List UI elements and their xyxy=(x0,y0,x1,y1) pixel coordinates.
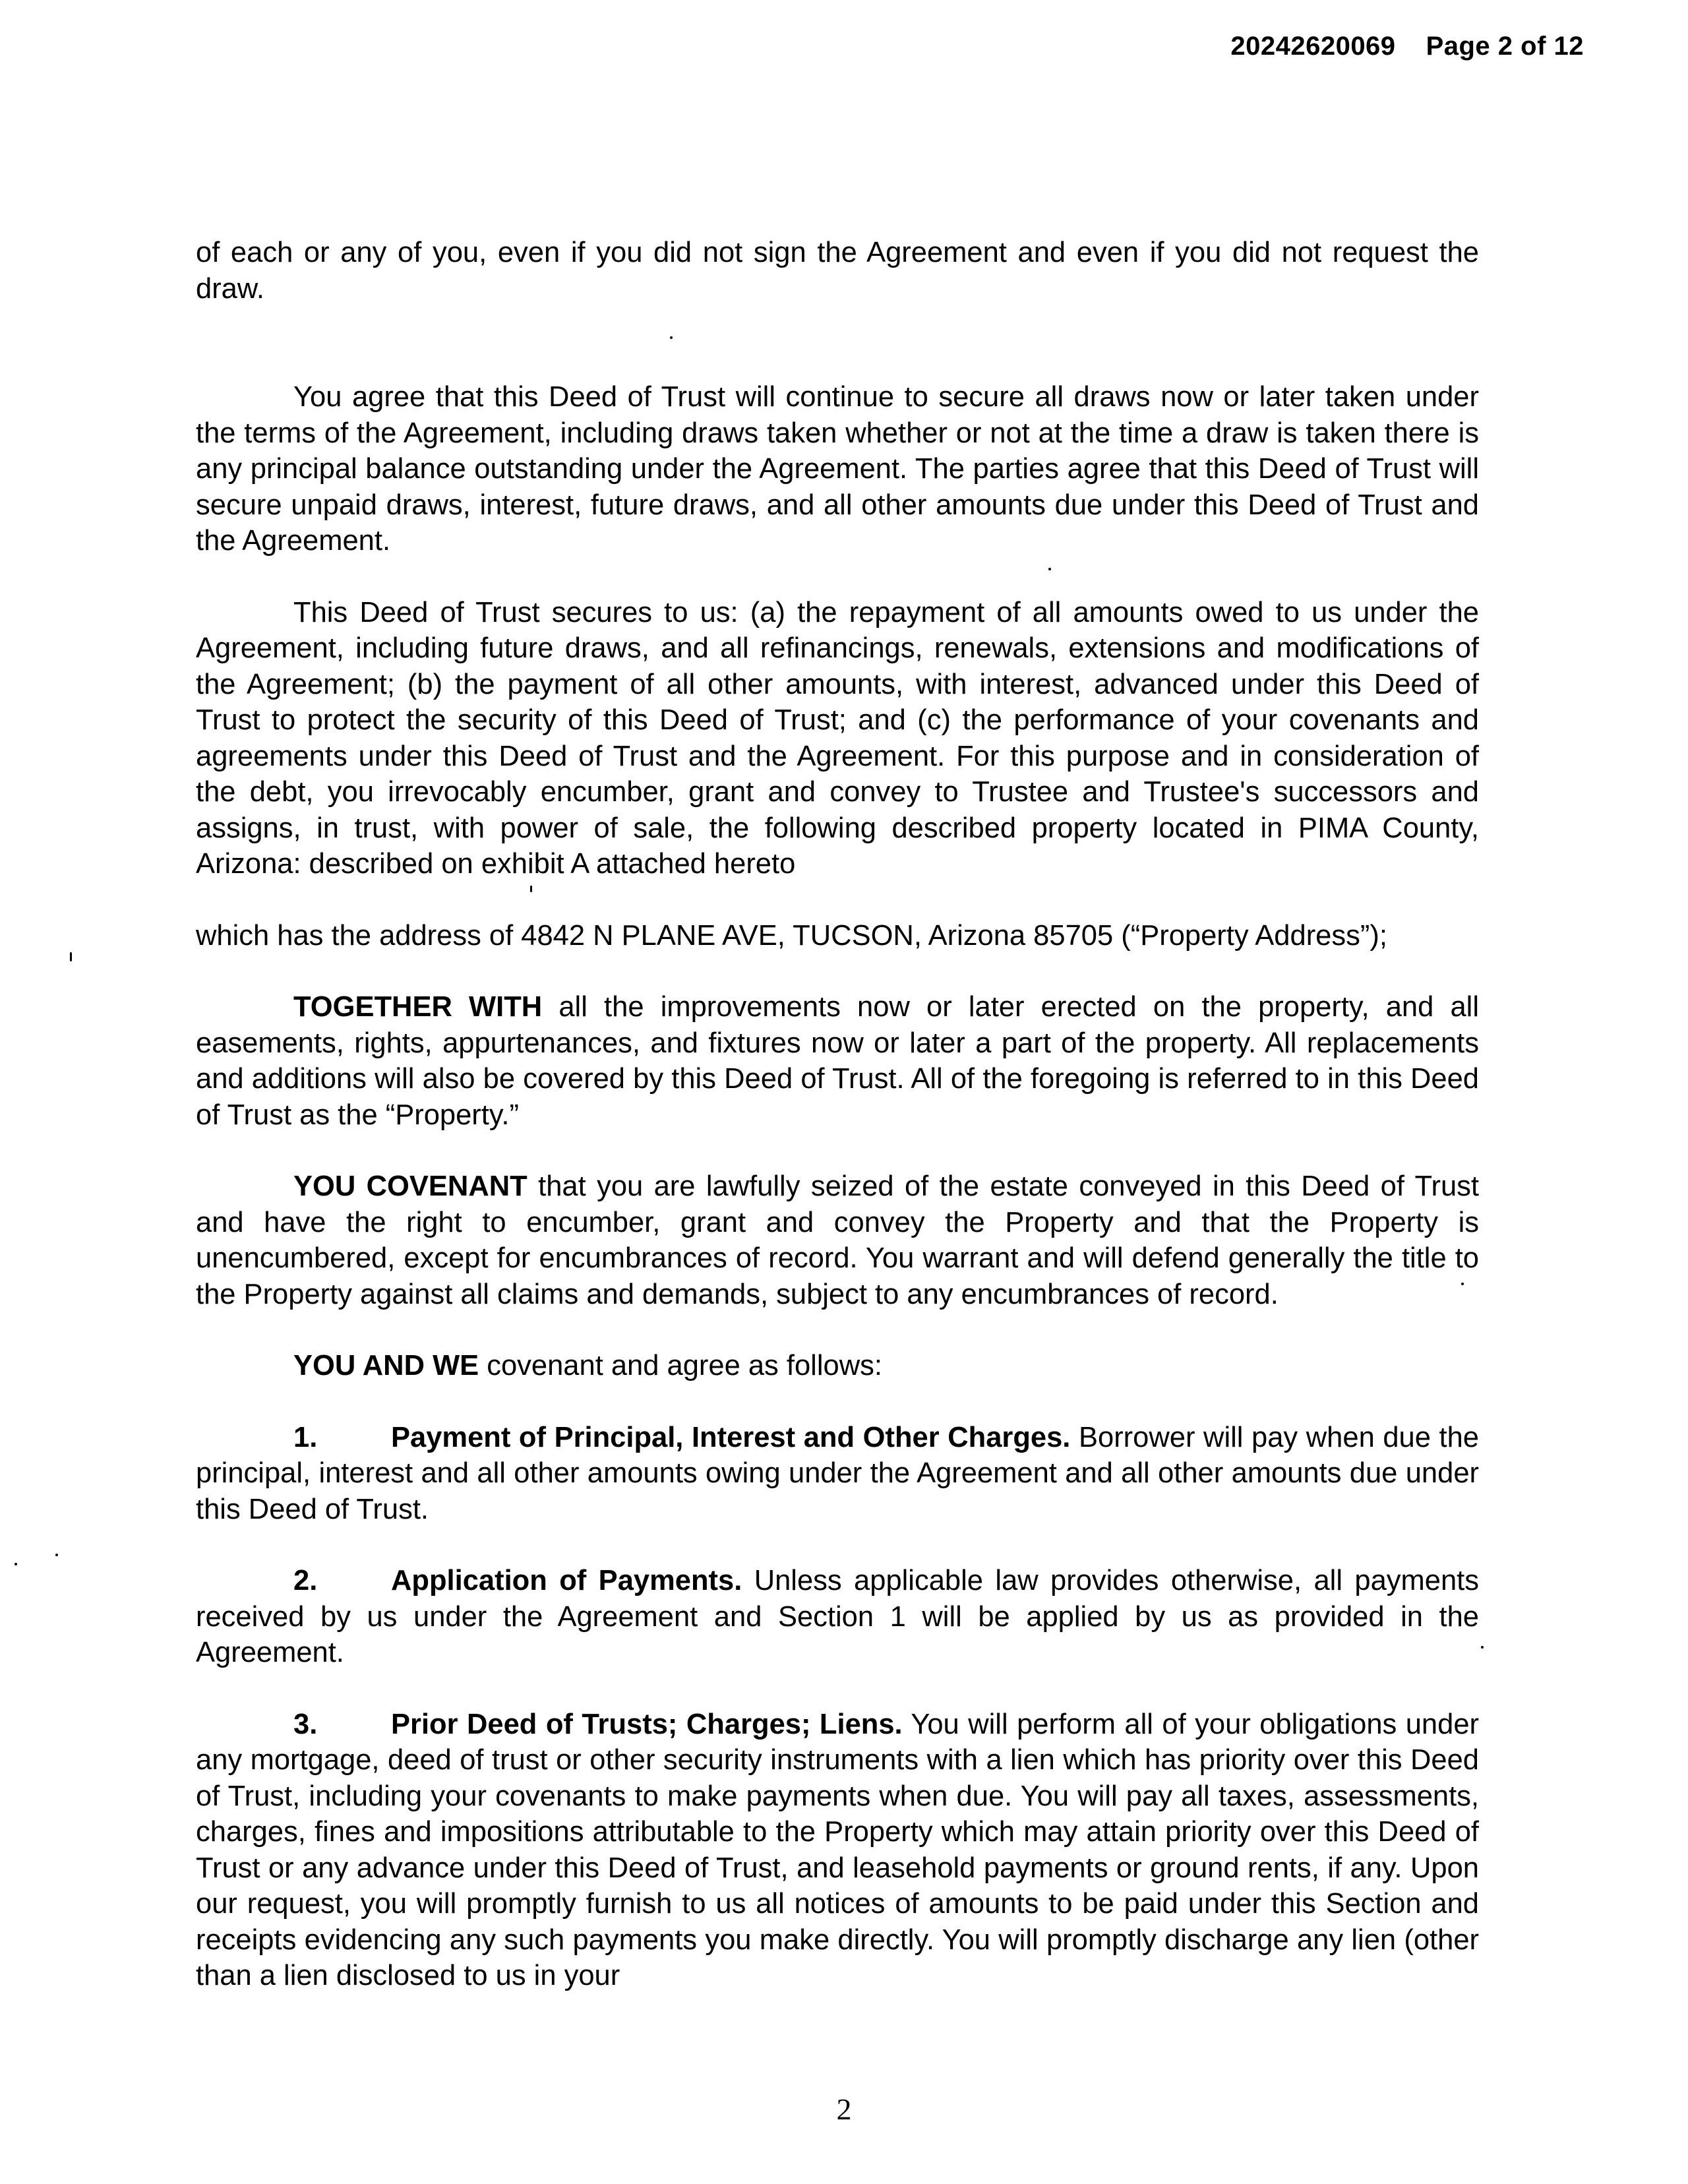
scan-speck xyxy=(55,1554,58,1556)
you-and-we-lead: YOU AND WE xyxy=(293,1350,479,1381)
you-covenant-lead: YOU COVENANT xyxy=(293,1170,528,1202)
section-3-number: 3. xyxy=(293,1708,318,1740)
section-1 xyxy=(196,1420,1479,1528)
scan-speck xyxy=(1461,1283,1464,1285)
page-number: 2 xyxy=(836,2092,852,2126)
scan-speck xyxy=(670,336,673,339)
document-body xyxy=(196,235,1479,1994)
section-2 xyxy=(196,1563,1479,1671)
scan-speck xyxy=(530,886,532,892)
section-1-title: Payment of Principal, Interest and Other Charges. xyxy=(391,1421,1071,1453)
paragraph-continuation: of each or any of you, even if you did not sign the Agreement and even if you did not request the draw. xyxy=(196,237,1479,305)
section-2-number: 2. xyxy=(293,1565,318,1596)
section-1-number: 1. xyxy=(293,1421,318,1453)
section-2-text: Unless applicable law provides otherwise, all payments received by us under the Agreement and Section 1 will be applied by us as provided in the Agreement. xyxy=(196,1565,1479,1668)
scan-speck xyxy=(15,1563,17,1565)
page-header xyxy=(1230,32,1584,61)
section-3 xyxy=(196,1707,1479,1994)
paragraph-future-draws: You agree that this Deed of Trust will continue to secure all draws now or later taken under the terms of the Agreement, including draws taken whether or not at the time a draw is taken there is any principal balance outstanding under the Agreement. The parties agree that this Deed of Trust will secure unpaid draws, interest, future draws, and all other amounts due under this Deed of Trust and the Agreement. xyxy=(196,381,1479,557)
together-with-lead: TOGETHER WITH xyxy=(293,991,543,1023)
paragraph-secures: This Deed of Trust secures to us: (a) the repayment of all amounts owed to us under the Agreement, including future draws, and all refinancings, renewals, extensions and modifications of the Agreement; (b) the payment of all other amounts, with interest, advanced under this Deed of Trust to protect the security of this Deed of Trust; and (c) the performance of your covenants and agreements under this Deed of Trust and the Agreement. For this purpose and in consideration of the debt, you irrevocably encumber, grant and convey to Trustee and Trustee's successors and assigns, in trust, with power of sale, the following described property located in PIMA County, Arizona: described on exhibit A attached hereto xyxy=(196,596,1479,880)
paragraph-you-and-we xyxy=(196,1348,1479,1384)
scan-speck xyxy=(1481,1646,1484,1649)
together-with-text: all the improvements now or later erected on the property, and all easements, rights, appurtenances, and fixtures now or later a part of the property. All replacements and additions will also be covered by this Deed of Trust. All of the foregoing is referred to in this Deed of Trust as the “Property.” xyxy=(196,991,1479,1131)
document-number: 20242620069 xyxy=(1230,32,1396,61)
you-and-we-text: covenant and agree as follows: xyxy=(479,1350,882,1381)
page-indicator: Page 2 of 12 xyxy=(1426,32,1584,61)
section-3-title: Prior Deed of Trusts; Charges; Liens. xyxy=(391,1708,903,1740)
scan-speck xyxy=(1048,568,1051,570)
scan-speck xyxy=(70,952,72,961)
section-3-text: You will perform all of your obligations under any mortgage, deed of trust or other security instruments with a lien which has priority over this Deed of Trust, including your covenants to make payments when due. You will pay all taxes, assessments, charges, fines and impositions attributable to the Property which may attain priority over this Deed of Trust or any advance under this Deed of Trust, and leasehold payments or ground rents, if any. Upon our request, you will promptly furnish to us all notices of amounts to be paid under this Section and receipts evidencing any such payments you make directly. You will promptly discharge any lien (other than a lien disclosed to us in your xyxy=(196,1708,1479,1991)
paragraph-you-covenant xyxy=(196,1168,1479,1312)
section-2-title: Application of Payments. xyxy=(391,1565,742,1596)
section-1-text: Borrower will pay when due the principal, interest and all other amounts owing under the Agreement and all other amounts due under this Deed of Trust. xyxy=(196,1421,1479,1525)
paragraph-property-address: which has the address of 4842 N PLANE AVE, TUCSON, Arizona 85705 (“Property Address”); xyxy=(196,919,1387,952)
paragraph-together-with xyxy=(196,989,1479,1133)
you-covenant-text: that you are lawfully seized of the estate conveyed in this Deed of Trust and have the right to encumber, grant and convey the Property and that the Property is unencumbered, except for encumbrances of record. You warrant and will defend generally the title to the Property against all claims and demands, subject to any encumbrances of record. xyxy=(196,1170,1479,1310)
